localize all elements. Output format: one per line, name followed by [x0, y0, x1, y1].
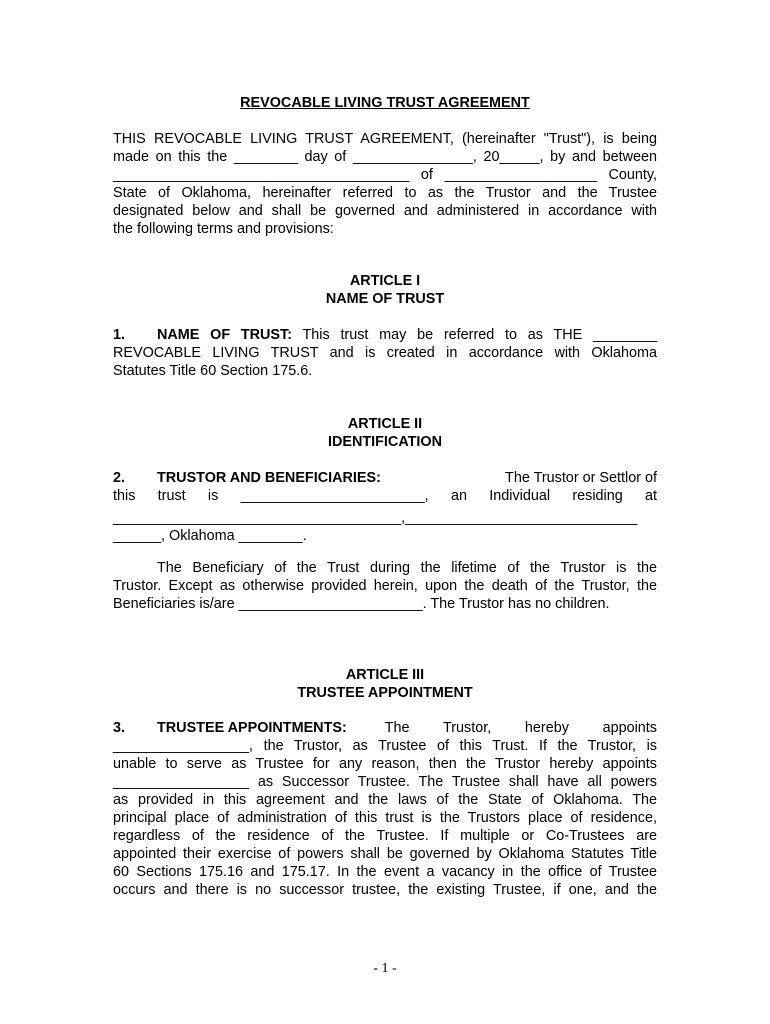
text-line: THIS REVOCABLE LIVING TRUST AGREEMENT, (hereinafter "Trust"), is being [113, 131, 657, 147]
section-text: The Trustor or Settlor of [505, 470, 657, 486]
section-first-line [113, 326, 657, 344]
section-1 [113, 326, 657, 380]
section-first-line [113, 719, 657, 737]
beneficiary-paragraph [113, 559, 657, 613]
section-text: The Trustor, hereby appoints [384, 720, 657, 736]
intro-paragraph [113, 130, 657, 238]
text-line: _____________________________________ of ___________________ County, [113, 167, 657, 183]
text-line: appointed their exercise of powers shall be governed by Oklahoma Statutes Title [113, 846, 657, 862]
article-heading [113, 666, 657, 702]
text-line: ______, Oklahoma ________. [113, 528, 307, 544]
section-first-line [113, 469, 657, 487]
text-line: State of Oklahoma, hereinafter referred to as the Trustor and the Trustee [113, 185, 657, 201]
text-line: Statutes Title 60 Section 175.6. [113, 363, 313, 379]
article-number: ARTICLE II [347, 416, 423, 432]
article-heading [113, 272, 657, 308]
section-2 [113, 469, 657, 545]
article-name: IDENTIFICATION [327, 434, 443, 450]
section-number: 2. [113, 470, 126, 486]
section-number: 3. [113, 720, 126, 736]
page-number: - 1 - [373, 961, 397, 976]
text-line: regardless of the residence of the Trustee. If multiple or Co-Trustees are [113, 828, 657, 844]
text-line: The Beneficiary of the Trust during the lifetime of the Trustor is the [157, 560, 657, 576]
text-line: _________________, the Trustor, as Trustee of this Trust. If the Trustor, is [113, 738, 657, 754]
text-line: Beneficiaries is/are _______________________. The Trustor has no children. [113, 596, 610, 612]
text-line: occurs and there is no successor trustee, the existing Trustee, if one, and the [113, 882, 657, 898]
section-3 [113, 719, 657, 899]
article-name: NAME OF TRUST [325, 291, 445, 307]
text-line: this trust is _______________________, an Individual residing at [113, 488, 657, 504]
text-line: ____________________________________,_____________________________ [113, 510, 638, 526]
section-number: 1. [113, 327, 126, 343]
section-heading: TRUSTEE APPOINTMENTS: [157, 720, 347, 736]
article-number: ARTICLE III [345, 667, 425, 683]
text-line: unable to serve as Trustee for any reason, then the Trustor hereby appoints [113, 756, 657, 772]
text-line: designated below and shall be governed and administered in accordance with [113, 203, 657, 219]
text-line: Trustor. Except as otherwise provided herein, upon the death of the Trustor, the [113, 578, 657, 594]
article-heading [113, 415, 657, 451]
text-line: made on this the ________ day of _______________, 20_____, by and between [113, 149, 657, 165]
text-line: _________________ as Successor Trustee. The Trustee shall have all powers [113, 774, 657, 790]
section-heading: NAME OF TRUST: [157, 327, 293, 343]
article-number: ARTICLE I [349, 273, 421, 289]
text-line: REVOCABLE LIVING TRUST and is created in accordance with Oklahoma [113, 345, 657, 361]
section-heading: TRUSTOR AND BENEFICIARIES: [157, 470, 381, 486]
text-line: as provided in this agreement and the laws of the State of Oklahoma. The [113, 792, 657, 808]
section-text: This trust may be referred to as THE ________ [292, 327, 657, 343]
text-line: the following terms and provisions: [113, 221, 334, 237]
text-line: 60 Sections 175.16 and 175.17. In the event a vacancy in the office of Trustee [113, 864, 657, 880]
text-line: principal place of administration of this trust is the Trustors place of residence, [113, 810, 657, 826]
article-name: TRUSTEE APPOINTMENT [297, 685, 473, 701]
document-title: REVOCABLE LIVING TRUST AGREEMENT [240, 95, 530, 111]
